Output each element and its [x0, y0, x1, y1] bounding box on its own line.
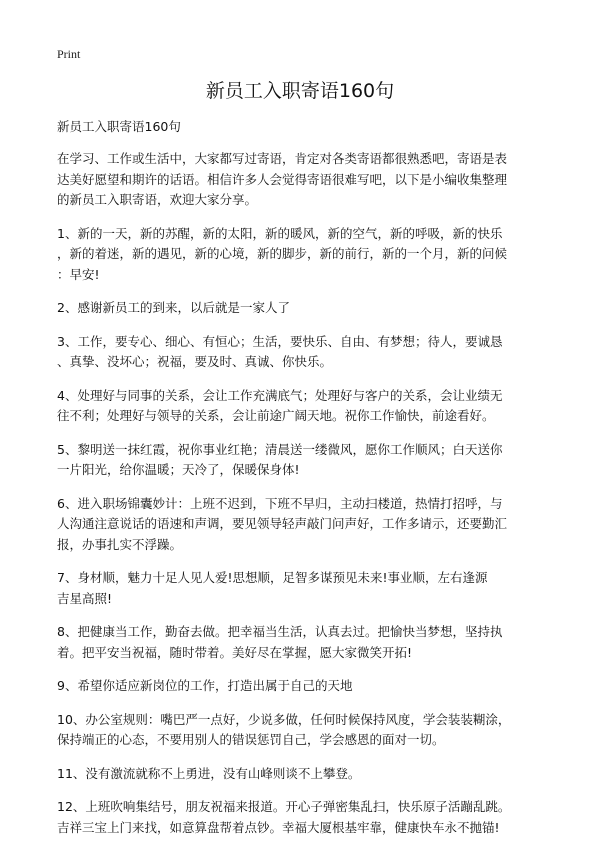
paragraph	[57, 149, 553, 211]
paragraph-line: 达美好愿望和期许的话语。相信许多人会觉得寄语很难写吧，以下是小编收集整理	[57, 171, 508, 187]
paragraph-line: 7、身材顺，魅力十足人见人爱!思想顺，足智多谋预见未来!事业顺，左右逢源	[57, 570, 488, 585]
paragraph-line: 9、希望你适应新岗位的工作，打造出属于自己的天地	[57, 678, 353, 693]
paragraph	[57, 710, 553, 751]
paragraph-line: 11、没有激流就称不上勇进，没有山峰则谈不上攀登。	[57, 765, 361, 781]
paragraph	[57, 676, 553, 697]
paragraph	[57, 797, 553, 838]
paragraph-line: 4、处理好与同事的关系，会让工作充满底气；处理好与客户的关系，会让业绩无	[57, 387, 503, 403]
paragraph	[57, 494, 553, 556]
paragraph-line: 12、上班吹响集结号，朋友祝福来报道。开心子弹密集乱扫，快乐原子活蹦乱跳。	[57, 799, 511, 814]
paragraph-line: 2、感谢新员工的到来，以后就是一家人了	[57, 300, 290, 315]
paragraph-line: 1、新的一天，新的苏醒，新的太阳，新的暖风，新的空气，新的呼吸，新的快乐	[57, 225, 503, 241]
paragraph	[57, 764, 553, 785]
paragraph-line: 在学习、工作或生活中，大家都写过寄语，肯定对各类寄语都很熟悉吧，寄语是表	[57, 151, 508, 166]
paragraph	[57, 386, 553, 427]
document-body	[57, 117, 553, 851]
paragraph-line: 往不利；处理好与领导的关系，会让前途广阔天地。祝你工作愉快，前途看好。	[57, 408, 495, 423]
paragraph-line: 人沟通注意说话的语速和声调，要见领导轻声敲门问声好，工作多请示，还要勤汇	[57, 516, 508, 531]
page-title: 新员工入职寄语160句	[205, 80, 395, 102]
paragraph-line: ：早安!	[57, 266, 100, 282]
paragraph-line: 报，办事扎实不浮躁。	[57, 536, 183, 552]
paragraph-line: 10、办公室规则：嘴巴严一点好，少说多做，任何时候保持风度，学会装装糊涂，	[57, 711, 511, 727]
paragraph	[57, 568, 553, 609]
paragraph-line: 3、工作，要专心、细心、有恒心；生活，要快乐、自由、有梦想；待人，要诚恳	[57, 333, 503, 349]
paragraph	[57, 298, 553, 319]
paragraph	[57, 224, 553, 286]
paragraph-line: 、真挚、没坏心；祝福，要及时、真诚、你快乐。	[57, 354, 333, 369]
paragraph-line: 一片阳光，给你温暖；天冷了，保暖保身体!	[57, 462, 300, 477]
paragraph-list	[57, 149, 553, 838]
paragraph-line: 6、进入职场锦囊妙计：上班不迟到，下班不早归，主动扫楼道，热情打招呼，与	[57, 495, 503, 511]
paragraph-line: 保持端正的心态，不要用别人的错误惩罚自己，学会感恩的面对一切。	[57, 732, 445, 747]
paragraph-line: 着。把平安当祝福，随时带着。美好尽在掌握，愿大家微笑开拓!	[57, 644, 413, 660]
print-link[interactable]: Print	[57, 47, 81, 61]
paragraph-line: 吉祥三宝上门来找，如意算盘帮着点钞。幸福大厦根基牢靠，健康快车永不抛锚!	[57, 819, 500, 835]
paragraph-line: 吉星高照!	[57, 590, 113, 606]
paragraph-line: 的新员工入职寄语，欢迎大家分享。	[57, 192, 258, 207]
document-subtitle: 新员工入职寄语160句	[57, 119, 181, 134]
paragraph	[57, 622, 553, 663]
paragraph	[57, 332, 553, 373]
paragraph-line: 8、把健康当工作，勤奋去做。把幸福当生活，认真去过。把愉快当梦想，坚持执	[57, 624, 503, 639]
paragraph-line: ，新的着迷，新的遇见，新的心境，新的脚步，新的前行，新的一个月，新的问候	[57, 246, 508, 261]
paragraph	[57, 440, 553, 481]
paragraph-line: 5、黎明送一抹红霞，祝你事业红艳；清晨送一缕微风，愿你工作顺风；白天送你	[57, 441, 503, 457]
